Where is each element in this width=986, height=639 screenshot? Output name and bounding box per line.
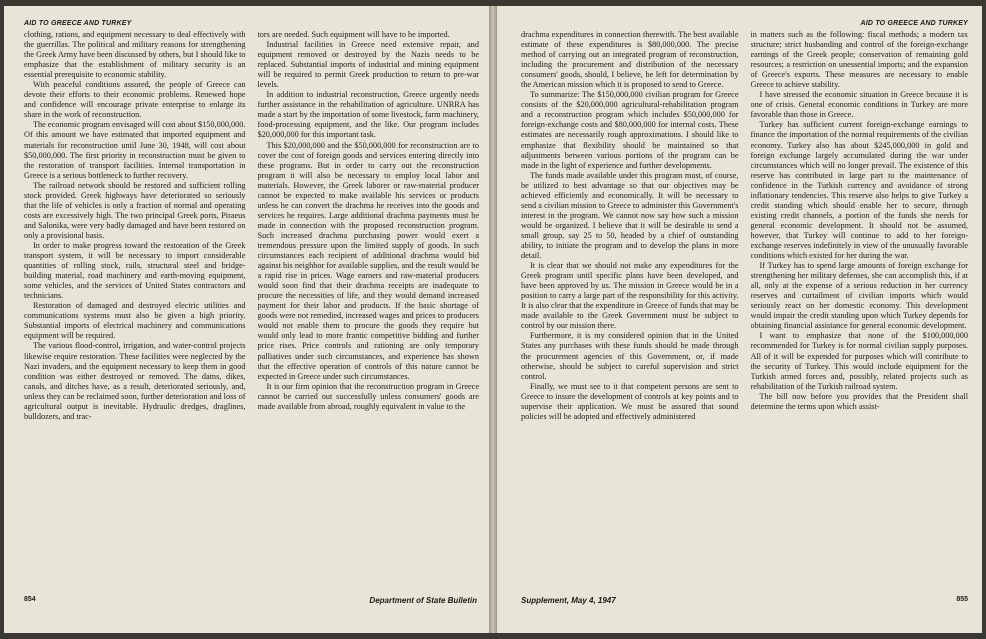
paragraph: Restoration of damaged and destroyed electric utilities and communications systems must also be given a high priority. Substantial imports of electrical machinery and communications equipment will be required. (24, 301, 246, 341)
paragraph: The railroad network should be restored and sufficient rolling stock provided. Greek highways have deteriorated so seriously that the life of vehicles is only a fraction of normal and operating costs are excessively high. The two principal Greek ports, Piraeus and Salonika, were very badly damaged and have been restored on only a provisional basis. (24, 180, 246, 240)
paragraph: The bill now before you provides that the President shall determine the terms upon which assist- (750, 391, 968, 411)
paragraph: In addition to industrial reconstruction, Greece urgently needs further assistance in the rehabilitation of agriculture. UNRRA has made a start by the importation of some livestock, farm machinery, food-processing equipment, and the like. Our program includes $20,000,000 for this important task. (257, 90, 479, 140)
paragraph: The economic program envisaged will cost about $150,000,000. Of this amount we have estimated that imported equipment and materials for reconstruction until June 30, 1948, will cost about $50,000,000. The first priority in reconstruction must be given to the restoration of transport facilities. Internal transportation in Greece is a serious bottleneck to further recovery. (24, 120, 246, 180)
paragraph: drachma expenditures in connection therewith. The best available estimate of these expenditures is $80,000,000. The precise method of carrying out an integrated program of reconstruction, including the procurement and distribution of the necessary consumers' goods, should, I believe, be left for determination by the American mission which it is proposed to send to Greece. (521, 30, 739, 90)
paragraph: tors are needed. Such equipment will have to be imported. (257, 30, 450, 39)
paragraph: In order to make progress toward the restoration of the Greek transport system, it will be necessary to import considerable quantities of rolling stock, rails, structural steel and bridge-building material, road machinery and earth-moving equipment, some vehicles, and the services of United States contractors and technicians. (24, 240, 246, 301)
left-column-2 (258, 30, 480, 592)
paragraph: The funds made available under this program must, of course, be utilized to best advantage so that our objectives may be achieved efficiently and economically. It will be necessary to send a civilian mission to Greece to administer this Government's interest in the program. We cannot now say how such a mission would be organized. I believe that it will be desirable to send a small group, say 25 to 50, headed by a chief of outstanding ability, to initiate the program and to develop the plans in more detail. (521, 170, 739, 261)
paragraph: Finally, we must see to it that competent persons are sent to Greece to insure the development of controls at key points and to supervise their application. We must be assured that sound policies will be adopted and effectively administered (521, 381, 739, 421)
paragraph: Furthermore, it is my considered opinion that in the United States any purchases with these funds should be made through the procurement agencies of this Government, or, if made otherwise, should be subject to careful supervision and strict control. (521, 331, 739, 381)
paragraph: It is our firm opinion that the reconstruction program in Greece cannot be carried out successfully unless consumers' goods are made available from abroad, roughly equivalent in value to the (257, 381, 479, 411)
paragraph: Industrial facilities in Greece need extensive repair, and equipment removed or destroyed by the Nazis needs to be replaced. Substantial imports of industrial and mining equipment will be required to permit Greek production to return to pre-war levels. (257, 40, 479, 90)
journal-date: Supplement, May 4, 1947 (521, 596, 616, 605)
paragraph: It is clear that we should not make any expenditures for the Greek program until specific plans have been developed, and have been approved by us. The mission in Greece would be in a position to carry a large part of the responsibility for this activity. It is also clear that the expenditure in Greece of funds that may be made available to the Greek Government must be subject to control by our mission there. (521, 261, 739, 331)
left-page (4, 6, 489, 633)
paragraph: in matters such as the following: fiscal methods; a modern tax structure; strict husbanding and control of the foreign-exchange earnings of the Greek people; conservation of remaining gold resources; a restriction on unessential imports; and the expansion of Greece's exports. These measures are necessary to enable Greece to achieve stability. (750, 30, 968, 90)
left-columns (24, 30, 479, 592)
right-column-2 (751, 30, 969, 592)
page-number-left: 854 (24, 596, 36, 603)
right-column-1 (521, 30, 739, 592)
right-columns (521, 30, 968, 592)
paragraph: If Turkey has to spend large amounts of foreign exchange for strengthening her military defenses, she can accomplish this, if at all, only at the expense of a serious reduction in her currency reserves and curtailment of civilian imports which would seriously react on her domestic economy. This development would impair the credit standing upon which Turkey depends for obtaining financial assistance for general economic development. (750, 261, 968, 331)
paragraph: The various flood-control, irrigation, and water-control projects likewise require restoration. These facilities were neglected by the Nazi invaders, and the equipment necessary to keep them in good condition was either destroyed or removed. The dams, dikes, canals, and ditches have, as a result, deteriorated seriously, and, unless they can be reclaimed soon, further deterioration and loss of agricultural output is inevitable. Hydraulic dredges, draglines, bulldozers, and trac- (24, 341, 246, 421)
right-footer (521, 596, 968, 605)
journal-title: Department of State Bulletin (369, 596, 477, 605)
paragraph: To summarize: The $150,000,000 civilian program for Greece consists of the $20,000,000 agricultural-rehabilitation program and a reconstruction program which includes $50,000,000 for foreign-exchange costs and $80,000,000 for internal costs. These estimates are necessarily rough approximations. I should like to emphasize that flexibility should be maintained so that adjustments between various portions of the program can be made in the light of experience and further developments. (521, 90, 739, 170)
paragraph: I have stressed the economic situation in Greece because it is one of crisis. General economic conditions in Turkey are more favorable than those in Greece. (750, 90, 968, 120)
paragraph: Turkey has sufficient current foreign-exchange earnings to finance the importation of the normal requirements of the civilian economy. Turkey also has about $245,000,000 in gold and foreign exchange largely accumulated during the war under circumstances which will no longer prevail. The existence of this reserve has contributed in large part to the maintenance of confidence in the Turkish currency and avoidance of strong inflationary tendencies. This reserve also helps to give Turkey a credit standing which should enable her to secure, through existing credit channels, a portion of the funds she needs for general economic development. It should not be assumed, however, that Turkey will continue to add to her foreign-exchange reserves indefinitely in view of the unusually favorable conditions which existed for her during the war. (750, 120, 968, 261)
running-head-right: AID TO GREECE AND TURKEY (860, 20, 968, 27)
running-head-left: AID TO GREECE AND TURKEY (24, 20, 132, 27)
paragraph: clothing, rations, and equipment necessary to deal effectively with the guerrillas. The political and military reasons for strengthening the Greek Army have been discussed by others, but I should like to emphasize that the establishment of military security is an essential prerequisite to economic stability. (24, 30, 246, 80)
left-column-1 (24, 30, 246, 592)
paragraph: With peaceful conditions assured, the people of Greece can devote their efforts to their economic problems. Renewed hope and confidence will encourage private enterprise to enlarge its share in the work of reconstruction. (24, 80, 246, 120)
right-page (497, 6, 982, 633)
paragraph: I want to emphasize that none of the $100,000,000 recommended for Turkey is for normal civilian supply purposes. All of it will be expended for purposes which will contribute to the security of Turkey. This would include equipment for the Turkish armed forces and, possibly, related projects such as rehabilitation of the Turkish railroad system. (750, 331, 968, 391)
page-number-right: 855 (956, 596, 968, 603)
left-footer (24, 596, 477, 605)
paragraph: This $20,000,000 and the $50,000,000 for reconstruction are to cover the cost of foreign goods and services entering directly into these programs. But in order to carry out the reconstruction program it will also be necessary to employ local labor and materials. However, the Greek laborer or raw-material producer cannot be expected to make available his services or products unless he can convert the drachma he receives into the goods and services he requires. Large additional drachma payments must be made in connection with the proposed reconstruction program. Such increased drachma purchasing power would exert a tremendous pressure upon the limited supply of goods. In such circumstances each recipient of additional drachma would bid against his neighbor for available supplies, and the result would be a rapid rise in prices. Wage earners and raw-material producers would soon find that their drachma receipts are inadequate to procure the necessities of life, and they would demand increased payment for their labor and products. If the basic shortage of goods were not remedied, increased wages and prices to producers would not enable them to procure the goods they require but would only lead to more frantic competitive bidding and further price rises. Price controls and rationing are only temporary palliatives under such circumstances, and experience has shown that the effective operation of controls of this nature cannot be expected in Greece under such circumstances. (257, 140, 479, 381)
book-gutter (489, 6, 497, 633)
